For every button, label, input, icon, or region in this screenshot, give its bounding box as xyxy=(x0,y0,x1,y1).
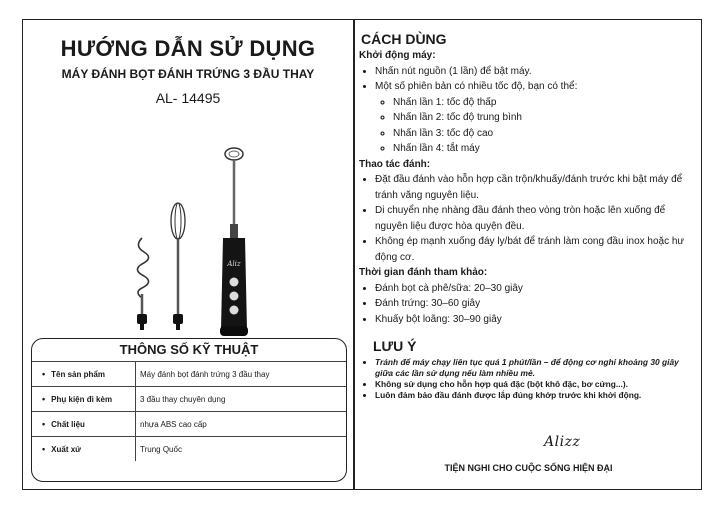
brand-logo: Alizz xyxy=(544,434,581,450)
spec-row xyxy=(32,411,346,436)
spec-value: Trung Quốc xyxy=(140,444,182,454)
product-subtitle: MÁY ĐÁNH BỌT ĐÁNH TRỨNG 3 ĐẦU THAY xyxy=(61,67,315,81)
spec-key: • Phụ kiện đi kèm xyxy=(32,387,136,411)
list-item: • Đánh bọt cà phê/sữa: 20–30 giây xyxy=(375,281,699,297)
balloon-whisk-attachment xyxy=(171,203,185,330)
list-item: • Di chuyển nhẹ nhàng đầu đánh theo vòng tròn hoặc lên xuống để nguyên liệu được hòa quyện đều. xyxy=(375,203,699,234)
spec-value: Máy đánh bọt đánh trứng 3 đầu thay xyxy=(140,369,270,379)
spec-value: 3 đầu thay chuyên dụng xyxy=(140,394,226,404)
list-item: ◦ Nhấn lần 2: tốc độ trung bình xyxy=(393,110,699,126)
list-item: ◦ Nhấn lần 4: tắt máy xyxy=(393,141,699,157)
list-item: • Nhấn nút nguồn (1 lần) để bật máy. xyxy=(375,64,699,80)
operation-list xyxy=(359,172,699,265)
list-item: • Không ép mạnh xuống đáy ly/bát để tránh làm cong đầu inox hoặc hư động cơ. xyxy=(375,234,699,265)
column-divider xyxy=(353,20,355,489)
spiral-whisk-attachment xyxy=(137,238,149,330)
list-item: • Không sử dụng cho hỗn hợp quá đặc (bột khô đặc, bơ cứng...). xyxy=(375,379,699,390)
list-item: • Luôn đảm bảo đầu đánh được lắp đúng khớp trước khi khởi động. xyxy=(375,390,699,401)
spec-row xyxy=(32,386,346,411)
list-item: ◦ Nhấn lần 3: tốc độ cao xyxy=(393,126,699,142)
start-title: Khởi động máy: xyxy=(359,50,436,61)
list-item: • Đặt đầu đánh vào hỗn hợp cần trộn/khuấy/đánh trước khi bật máy để tránh văng nguyên liệu. xyxy=(375,172,699,203)
frother-main-unit xyxy=(220,148,248,336)
spec-key: • Chất liệu xyxy=(32,412,136,436)
list-item xyxy=(375,79,699,157)
list-item: • Đánh trứng: 30–60 giây xyxy=(375,296,699,312)
spec-key: • Xuất xứ xyxy=(32,437,136,461)
brand-tagline: TIỆN NGHI CHO CUỘC SỐNG HIỆN ĐẠI xyxy=(444,463,613,473)
speed-list xyxy=(375,95,699,157)
spec-row xyxy=(32,361,346,386)
list-item: ◦ Nhấn lần 1: tốc độ thấp xyxy=(393,95,699,111)
note-list xyxy=(359,357,699,401)
page-title: HƯỚNG DẪN SỬ DỤNG xyxy=(60,36,316,61)
spec-value: nhựa ABS cao cấp xyxy=(140,419,207,429)
usage-title: CÁCH DÙNG xyxy=(361,31,447,47)
note-title: LƯU Ý xyxy=(373,338,417,354)
product-image xyxy=(103,118,303,338)
operation-title: Thao tác đánh: xyxy=(359,158,431,170)
model-number: AL- 14495 xyxy=(155,90,221,106)
spec-row xyxy=(32,436,346,461)
time-title: Thời gian đánh tham khảo: xyxy=(359,267,488,278)
specs-box xyxy=(31,338,347,482)
time-list xyxy=(359,281,699,328)
specs-title: THÔNG SỐ KỸ THUẬT xyxy=(119,342,259,357)
start-list xyxy=(359,64,699,157)
list-item: • Tránh để máy chạy liên tục quá 1 phút/lần – để động cơ nghỉ khoảng 30 giây giữa các lần sử dụng nếu làm nhiều mẻ. xyxy=(375,357,699,379)
usage-column xyxy=(359,30,699,401)
list-item: • Khuấy bột loãng: 30–90 giây xyxy=(375,312,699,328)
svg-text:Aliz: Aliz xyxy=(227,260,241,268)
list-item-text: Một số phiên bản có nhiều tốc độ, bạn có thể: xyxy=(375,81,578,92)
spec-key: • Tên sản phẩm xyxy=(32,362,136,386)
instruction-sheet xyxy=(22,19,702,490)
